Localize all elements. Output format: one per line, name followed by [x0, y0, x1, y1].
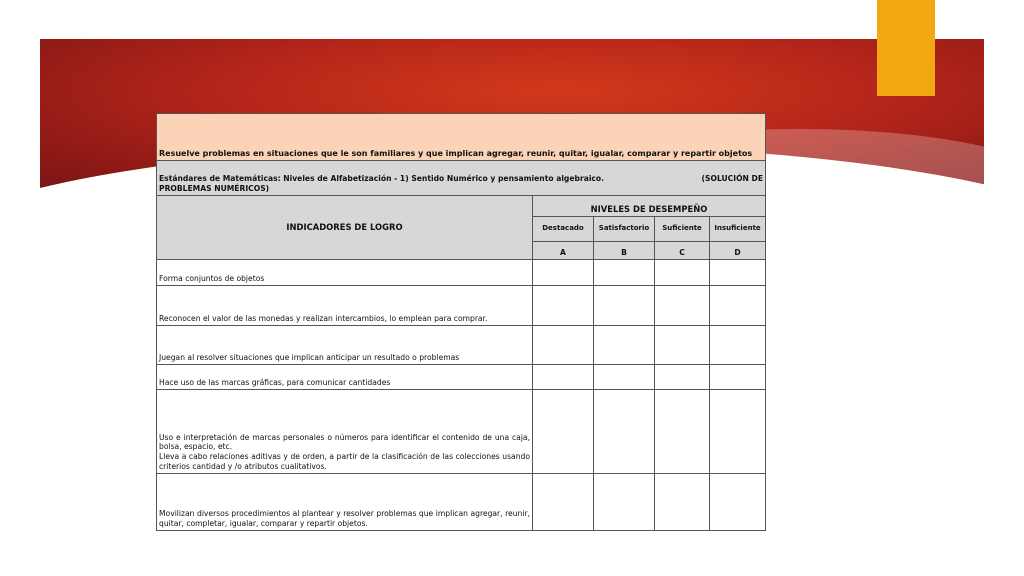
indicator-cell: [157, 390, 533, 474]
score-cell-c[interactable]: [655, 286, 710, 326]
table-row: [157, 390, 766, 474]
table-row: [157, 365, 766, 390]
score-cell-a[interactable]: [533, 474, 594, 531]
score-cell-b[interactable]: [594, 390, 655, 474]
score-cell-a[interactable]: [533, 260, 594, 286]
score-cell-d[interactable]: [710, 365, 766, 390]
table-row: [157, 260, 766, 286]
score-cell-d[interactable]: [710, 474, 766, 531]
letter-c: C: [655, 242, 710, 260]
score-cell-b[interactable]: [594, 365, 655, 390]
letter-a: A: [533, 242, 594, 260]
score-cell-a[interactable]: [533, 326, 594, 365]
orange-accent-tab: [877, 0, 935, 96]
score-cell-b[interactable]: [594, 326, 655, 365]
standard-line2-text: PROBLEMAS NUMÉRICOS): [159, 184, 270, 194]
score-cell-c[interactable]: [655, 365, 710, 390]
indicator-text-part1: Uso e interpretación de marcas personales o números para identificar el contenido de una caja, bolsa, espacio, etc.: [159, 432, 530, 452]
standard-row: [157, 161, 766, 196]
score-cell-c[interactable]: [655, 260, 710, 286]
level-destacado: Destacado: [533, 217, 594, 242]
standard-right-text: (SOLUCIÓN DE: [701, 174, 764, 184]
evaluation-table-wrap: [156, 113, 765, 531]
indicators-header: INDICADORES DE LOGRO: [157, 196, 533, 260]
score-cell-b[interactable]: [594, 474, 655, 531]
levels-header: NIVELES DE DESEMPEÑO: [533, 196, 766, 217]
letter-d: D: [710, 242, 766, 260]
letter-b: B: [594, 242, 655, 260]
indicator-cell: Forma conjuntos de objetos: [157, 260, 533, 286]
score-cell-c[interactable]: [655, 390, 710, 474]
score-cell-d[interactable]: [710, 260, 766, 286]
score-cell-d[interactable]: [710, 390, 766, 474]
indicator-cell: Hace uso de las marcas gráficas, para comunicar cantidades: [157, 365, 533, 390]
score-cell-c[interactable]: [655, 474, 710, 531]
table-row: [157, 286, 766, 326]
table-row: [157, 326, 766, 365]
level-insuficiente: Insuficiente: [710, 217, 766, 242]
table-row: [157, 474, 766, 531]
score-cell-d[interactable]: [710, 286, 766, 326]
level-suficiente: Suficiente: [655, 217, 710, 242]
title-row: [157, 114, 766, 161]
indicator-cell: Movilizan diversos procedimientos al plantear y resolver problemas que implican agregar, reunir, quitar, completar, igualar, comparar y repartir objetos.: [157, 474, 533, 531]
indicator-cell: Juegan al resolver situaciones que implican anticipar un resultado o problemas: [157, 326, 533, 365]
standard-cell: [157, 161, 766, 196]
score-cell-a[interactable]: [533, 365, 594, 390]
indicator-cell: Reconocen el valor de las monedas y realizan intercambios, lo emplean para comprar.: [157, 286, 533, 326]
score-cell-b[interactable]: [594, 286, 655, 326]
header-row-levels: [157, 196, 766, 217]
evaluation-table: [156, 113, 766, 531]
score-cell-d[interactable]: [710, 326, 766, 365]
level-satisfactorio: Satisfactorio: [594, 217, 655, 242]
score-cell-b[interactable]: [594, 260, 655, 286]
score-cell-c[interactable]: [655, 326, 710, 365]
score-cell-a[interactable]: [533, 390, 594, 474]
indicator-text-part2: Lleva a cabo relaciones aditivas y de orden, a partir de la clasificación de las colecciones usando criterios cantidad y /o atributos cualitativos.: [159, 452, 530, 472]
title-cell: Resuelve problemas en situaciones que le son familiares y que implican agregar, reunir, quitar, igualar, comparar y repartir objetos: [157, 114, 766, 161]
score-cell-a[interactable]: [533, 286, 594, 326]
standard-left-text: Estándares de Matemáticas: Niveles de Alfabetización - 1) Sentido Numérico y pensamiento algebraico.: [159, 174, 605, 184]
